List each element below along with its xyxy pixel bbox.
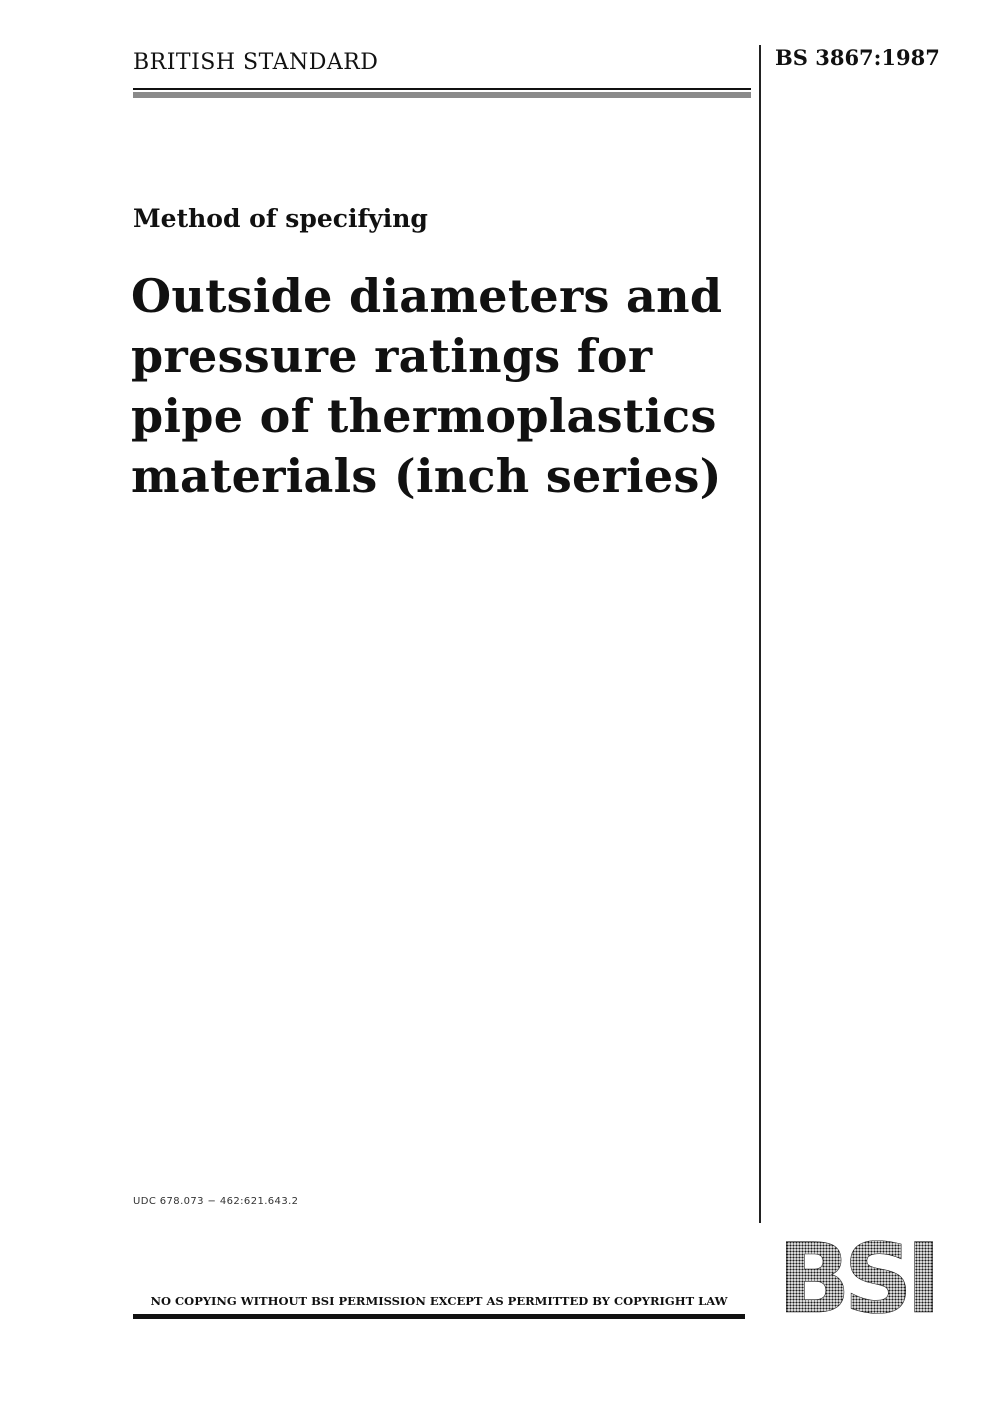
subtitle: Method of specifying (133, 204, 428, 233)
title-line-1: Outside diameters and (131, 269, 723, 323)
footer-rule (133, 1314, 745, 1319)
header-rule-grey (133, 92, 751, 98)
standard-number: BS 3867:1987 (775, 45, 940, 70)
title-line-2: pressure ratings for (131, 329, 653, 383)
header-rule-thin (133, 88, 751, 90)
bsi-logo-icon (768, 1238, 945, 1320)
udc-classification: UDC 678.073 − 462:621.643.2 (133, 1196, 299, 1207)
series-label: BRITISH STANDARD (133, 50, 379, 75)
vertical-divider (759, 45, 761, 1223)
document-title (131, 266, 751, 506)
title-line-3: pipe of thermoplastics (131, 389, 717, 443)
bsi-logo-text: BSI (777, 1238, 935, 1320)
copyright-notice: NO COPYING WITHOUT BSI PERMISSION EXCEPT AS PERMITTED BY COPYRIGHT LAW (150, 1294, 728, 1308)
title-line-4: materials (inch series) (131, 449, 722, 503)
